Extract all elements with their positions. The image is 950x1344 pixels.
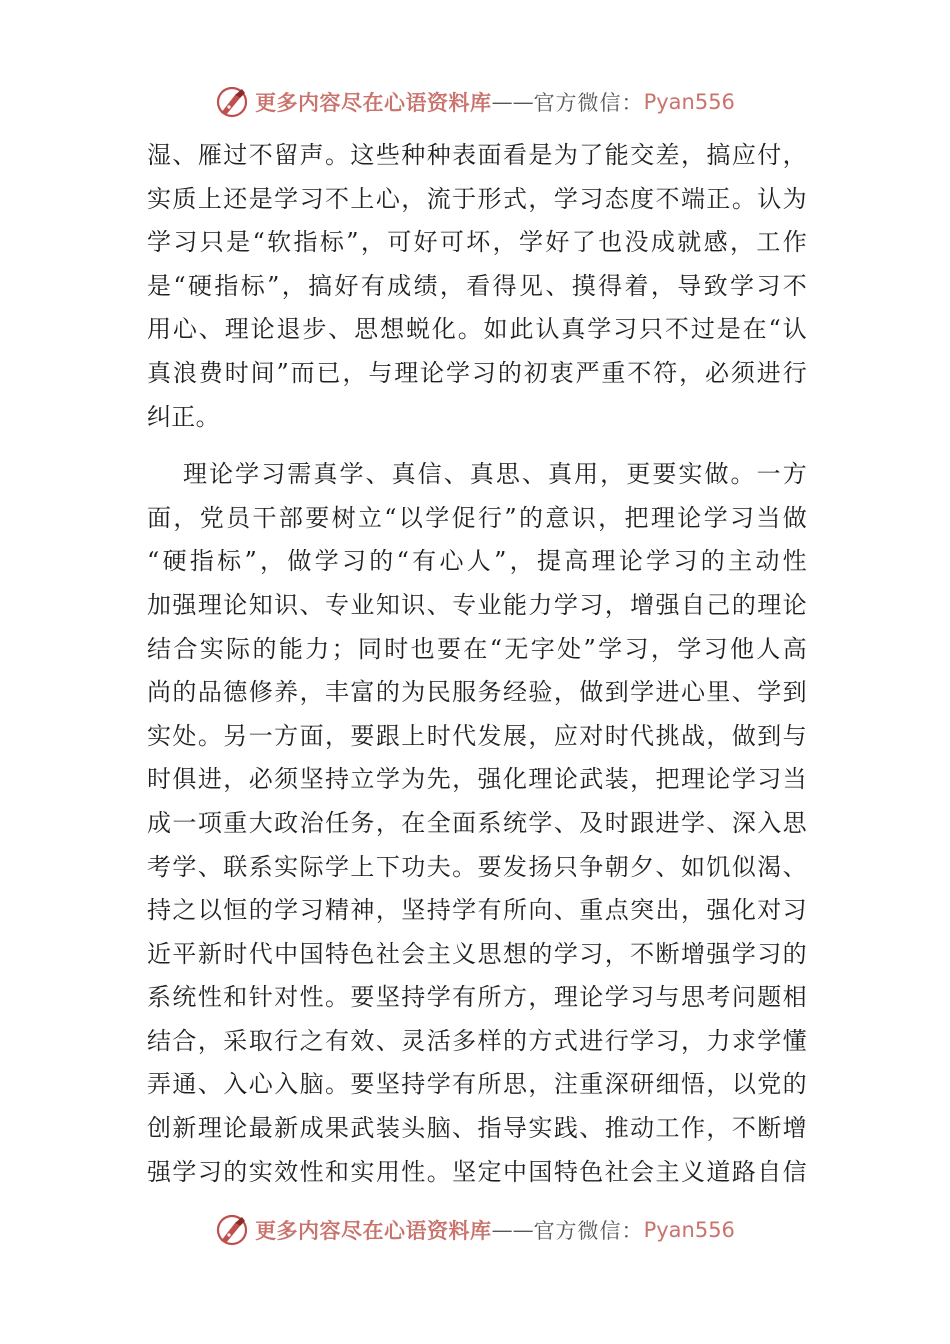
text-line: 成一项重大政治任务，在全面系统学、及时跟进学、深入思 [147, 808, 807, 837]
text-line: 真浪费时间”而已，与理论学习的初衷严重不符，必须进行 [147, 358, 807, 387]
text-line: 尚的品德修养，丰富的为民服务经验，做到学进心里、学到 [147, 678, 807, 707]
text-line: 结合，采取行之有效、灵活多样的方式进行学习，力求学懂 [147, 1026, 807, 1055]
text-line: 是“硬指标”，搞好有成绩，看得见、摸得着，导致学习不 [147, 271, 807, 300]
text-line: 创新理论最新成果武装头脑、指导实践、推动工作，不断增 [147, 1114, 807, 1143]
text-line: 近平新时代中国特色社会主义思想的学习，不断增强学习的 [147, 939, 807, 968]
header-brand-text: 更多内容尽在心语资料库 [255, 90, 492, 115]
text-line: 湿、雁过不留声。这些种种表面看是为了能交差，搞应付， [147, 141, 807, 169]
text-line: 弄通、入心入脑。要坚持学有所思，注重深研细悟，以党的 [147, 1070, 807, 1099]
header-wechat-id: Pyan556 [643, 90, 735, 114]
pen-nib-logo-icon [215, 85, 249, 119]
footer-banner [0, 1210, 950, 1250]
text-line: 持之以恒的学习精神，坚持学有所向、重点突出，强化对习 [147, 896, 807, 925]
text-line: 实质上还是学习不上心，流于形式，学习态度不端正。认为 [147, 184, 807, 213]
text-line: 考学、联系实际学上下功夫。要发扬只争朝夕、如饥似渴、 [147, 852, 807, 881]
text-line: 学习只是“软指标”，可好可坏，学好了也没成就感，工作 [147, 228, 807, 257]
text-line: 系统性和针对性。要坚持学有所方，理论学习与思考问题相 [147, 983, 807, 1012]
text-line: 纠正。 [147, 402, 220, 431]
text-line: 面，党员干部要树立“以学促行”的意识，把理论学习当做 [147, 503, 807, 532]
header-dash: —— [491, 90, 534, 114]
text-line: 结合实际的能力；同时也要在“无字处”学习，学习他人高 [147, 634, 807, 663]
footer-official-label: 官方微信： [533, 1219, 644, 1243]
paragraph-2 [147, 453, 807, 1194]
text-line: “硬指标”，做学习的“有心人”，提高理论学习的主动性 [147, 547, 807, 576]
text-line: 用心、理论退步、思想蜕化。如此认真学习只不过是在“认 [147, 315, 807, 344]
text-line: 实处。另一方面，要跟上时代发展，应对时代挑战，做到与 [147, 721, 807, 750]
pen-nib-logo-icon [215, 1213, 249, 1247]
footer-brand-text: 更多内容尽在心语资料库 [255, 1218, 492, 1243]
text-line: 时俱进，必须坚持立学为先，强化理论武装，把理论学习当 [147, 765, 807, 794]
header-banner [0, 82, 950, 122]
text-line: 理论学习需真学、真信、真思、真用，更要实做。一方 [183, 460, 807, 489]
document-body [147, 134, 807, 1194]
paragraph-1 [147, 134, 807, 439]
text-line: 加强理论知识、专业知识、专业能力学习，增强自己的理论 [147, 590, 807, 619]
text-line: 强学习的实效性和实用性。坚定中国特色社会主义道路自信 [147, 1157, 807, 1186]
footer-wechat-id: Pyan556 [643, 1218, 735, 1242]
header-official-label: 官方微信： [533, 91, 644, 115]
footer-dash: —— [491, 1218, 534, 1242]
